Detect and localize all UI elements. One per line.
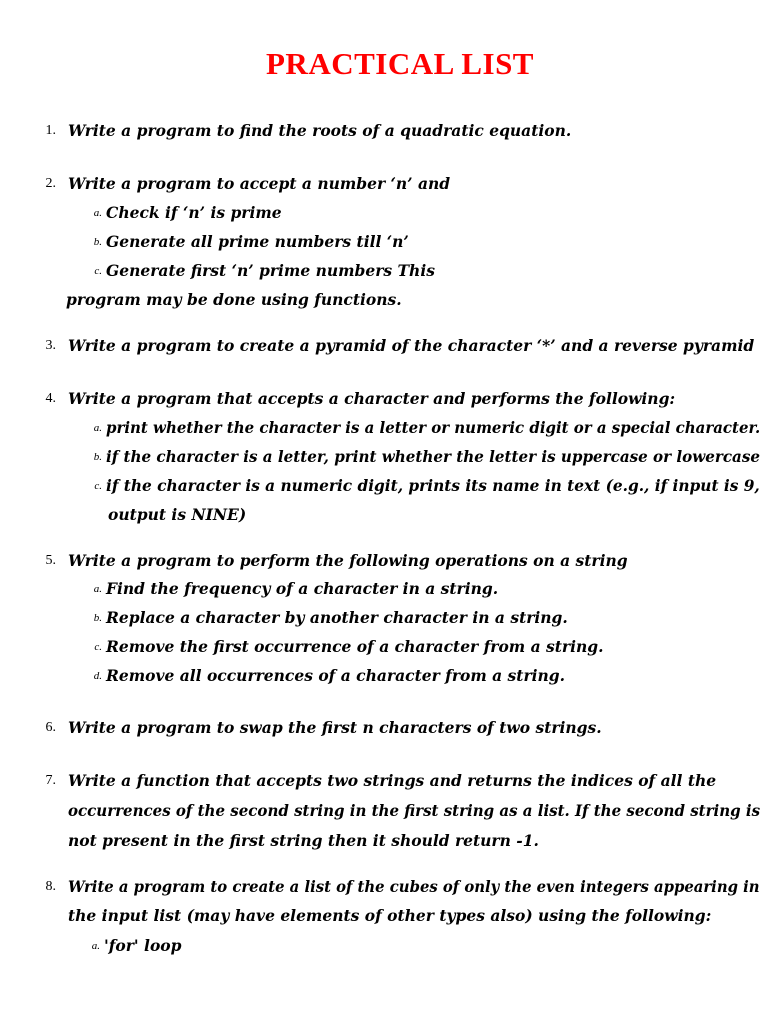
item-2b-marker: b. [93,236,102,248]
item-8-text-line-2: the input list (may have elements of other types also) using the following: [68,906,712,925]
item-1-text: Write a program to find the roots of a quadratic equation. [68,121,572,140]
item-7-text-line-2: occurrences of the second string in the first string as a list. If the second string is [68,801,761,820]
item-4a-text: print whether the character is a letter or numeric digit or a special character. [106,418,761,437]
item-3-number: 3. [45,338,56,353]
item-2-number: 2. [45,176,56,191]
item-6-number: 6. [45,720,56,735]
item-5b-text: Replace a character by another character in a string. [106,608,568,627]
page-title: PRACTICAL LIST [266,46,534,81]
item-5a-marker: a. [93,583,102,595]
item-4c-marker: c. [94,480,102,492]
item-2a-text: Check if ‘n’ is prime [106,203,282,222]
item-7-text-line-1: Write a function that accepts two strings and returns the indices of all the [68,771,717,790]
item-5d-text: Remove all occurrences of a character from a string. [106,666,566,685]
item-4-text: Write a program that accepts a character and performs the following: [68,389,676,408]
item-5d-marker: d. [93,670,102,682]
item-4-number: 4. [45,391,56,406]
item-2b-text: Generate all prime numbers till ‘n’ [106,232,409,251]
item-5-text: Write a program to perform the following operations on a string [68,551,628,570]
item-4a-marker: a. [93,422,102,434]
item-3-text: Write a program to create a pyramid of the character ‘*’ and a reverse pyramid [68,336,755,355]
item-6-text: Write a program to swap the first n characters of two strings. [68,718,602,737]
item-8-text-line-1: Write a program to create a list of the cubes of only the even integers appearing in [68,877,760,896]
item-4b-text: if the character is a letter, print whether the letter is uppercase or lowercase [106,447,760,466]
item-7-number: 7. [45,773,56,788]
item-1-number: 1. [45,123,56,138]
item-8a-marker: a. [91,940,100,952]
item-2c-text: Generate first ‘n’ prime numbers This [106,261,435,280]
item-8a-text: 'for' loop [104,936,182,955]
item-5c-marker: c. [94,641,102,653]
item-4b-marker: b. [93,451,102,463]
item-5b-marker: b. [93,612,102,624]
item-2a-marker: a. [93,207,102,219]
item-5a-text: Find the frequency of a character in a string. [106,579,499,598]
item-2-note: program may be done using functions. [66,290,402,309]
item-4c-text-line-1: if the character is a numeric digit, prints its name in text (e.g., if input is 9, [106,476,760,495]
item-2c-marker: c. [94,265,102,277]
item-2-text: Write a program to accept a number ‘n’ and [68,174,451,193]
item-8-number: 8. [45,879,56,894]
item-4c-text-line-2: output is NINE) [108,505,247,524]
item-5-number: 5. [45,553,56,568]
item-5c-text: Remove the first occurrence of a character from a string. [106,637,604,656]
item-7-text-line-3: not present in the first string then it should return -1. [68,831,539,850]
